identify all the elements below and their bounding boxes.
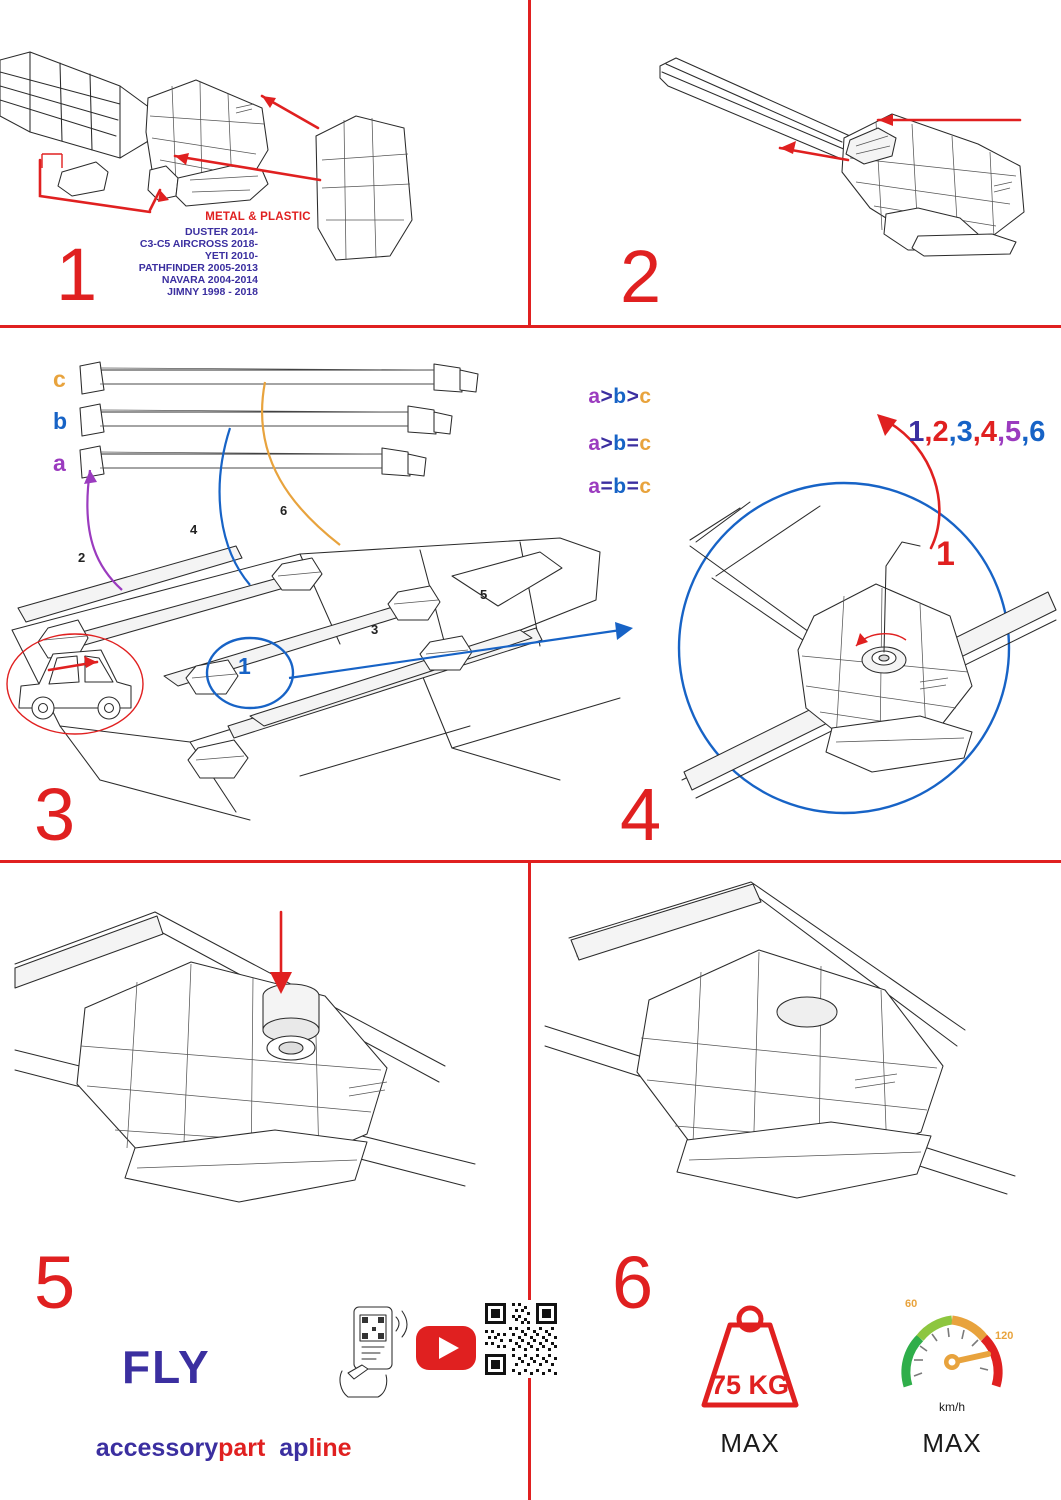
seq-item-1: 1	[908, 416, 925, 448]
panel-1-arrows	[0, 20, 520, 260]
eq3-left: a	[588, 475, 601, 498]
step-number-2: 2	[620, 235, 660, 318]
qr-code[interactable]	[482, 1300, 560, 1378]
eq2-left: a	[588, 432, 601, 455]
fly-wordmark: FLY	[122, 1341, 211, 1393]
brand-accessory: accessory	[95, 1434, 219, 1462]
divider-col-bottom	[528, 860, 531, 1500]
vehicle-list-item-6: JIMNY 1998 - 2018	[167, 286, 258, 298]
eq1-op2: >	[626, 385, 640, 408]
speed-unit-label: km/h	[938, 1400, 965, 1414]
vehicle-list-item-4: PATHFINDER 2005-2013	[138, 262, 258, 274]
eq1-right: c	[639, 385, 652, 408]
callout-2: 2	[78, 550, 86, 565]
eq1-mid: b	[613, 385, 627, 408]
bar-label-c: c	[53, 366, 66, 392]
gauge-tick-120: 120	[995, 1330, 1014, 1342]
seq-item-3: 3	[956, 416, 973, 448]
brand-line: line	[308, 1434, 352, 1462]
step-number-1: 1	[56, 233, 96, 316]
panel-4-detail-number: 1	[936, 535, 955, 573]
eq3-op1: =	[600, 475, 614, 498]
callout-6: 6	[280, 503, 288, 518]
bar-label-a: a	[53, 450, 66, 476]
seq-item-2: 2	[932, 416, 949, 448]
eq3-op2: =	[626, 475, 640, 498]
eq2-op2: =	[626, 432, 640, 455]
eq2-mid: b	[613, 432, 627, 455]
weight-value: 75 KG	[710, 1370, 790, 1400]
step-number-3: 3	[34, 773, 74, 856]
brand-part: part	[218, 1434, 266, 1462]
bar-label-b: b	[53, 408, 68, 434]
panel-3-detail-number: 1	[238, 653, 251, 679]
brand-ap: ap	[279, 1434, 309, 1462]
divider-col-top	[528, 0, 531, 325]
panel-3-to-4-arrow	[285, 620, 645, 690]
panel-5-down-arrow	[256, 908, 306, 1000]
vehicle-list-item-1: DUSTER 2014-	[185, 226, 258, 238]
seq-item-6: 6	[1029, 416, 1046, 448]
eq3-right: c	[639, 475, 652, 498]
youtube-icon[interactable]	[415, 1325, 477, 1371]
eq1-left: a	[588, 385, 601, 408]
panel-4-sequence: 1,2,3,4,5,6	[908, 416, 1046, 448]
step-number-4: 4	[620, 773, 660, 856]
callout-5: 5	[480, 587, 488, 602]
metal-plastic-title: METAL & PLASTIC	[205, 211, 311, 223]
vehicle-list-item-3: YETI 2010-	[204, 250, 258, 262]
eq2-op1: >	[600, 432, 614, 455]
divider-row-1	[0, 325, 1061, 328]
gauge-tick-60: 60	[905, 1298, 918, 1310]
step-number-5: 5	[34, 1241, 74, 1324]
vehicle-list-item-2: C3-C5 AIRCROSS 2018-	[139, 238, 258, 250]
eq1-op1: >	[600, 385, 614, 408]
step-number-6: 6	[612, 1241, 652, 1324]
eq3-mid: b	[613, 475, 627, 498]
callout-4: 4	[190, 522, 198, 537]
eq2-right: c	[639, 432, 652, 455]
brand-wordmark	[68, 1405, 352, 1492]
panel-6-illustration	[545, 880, 1045, 1220]
speed-max-label: MAX	[922, 1428, 982, 1458]
scan-phone-icon	[332, 1305, 410, 1401]
callout-3: 3	[371, 622, 379, 637]
weight-max-label: MAX	[720, 1428, 780, 1458]
seq-item-4: 4	[980, 416, 997, 448]
vehicle-list-item-5: NAVARA 2004-2014	[161, 274, 258, 286]
panel-2-arrows	[660, 40, 1060, 260]
panel-4-illustration	[620, 480, 1060, 820]
seq-item-5: 5	[1005, 416, 1022, 448]
